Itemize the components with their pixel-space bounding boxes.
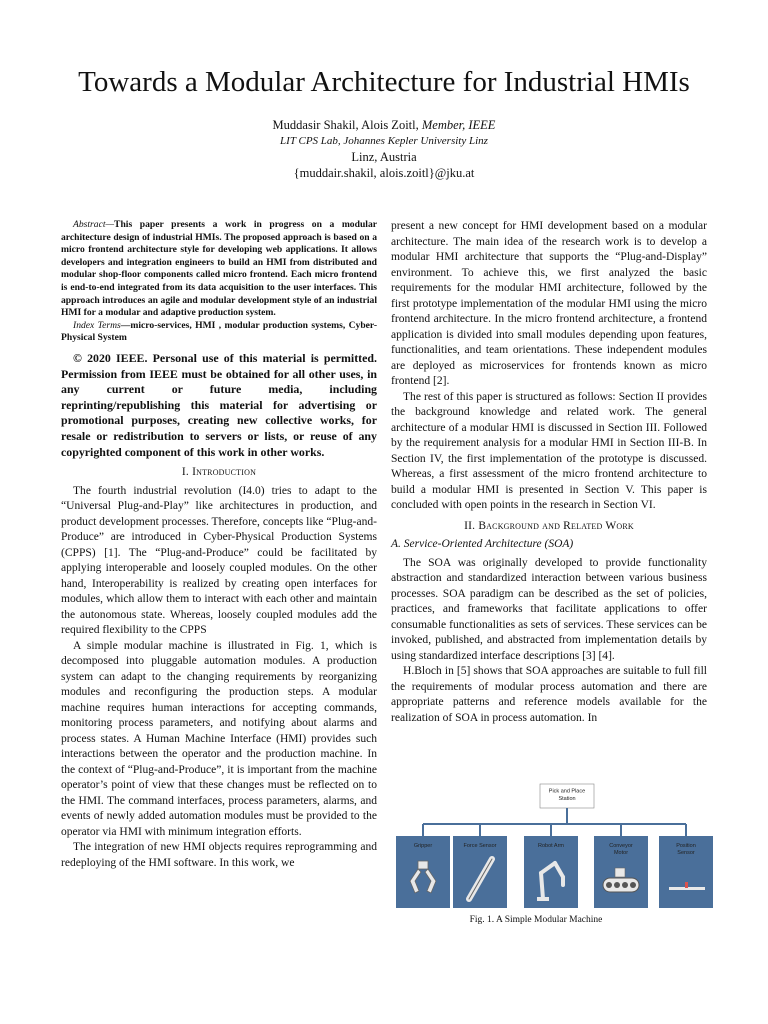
soa-paragraph: H.Bloch in [5] shows that SOA approaches are suitable to full fill the requirements of modular process automation and there are appropriate patterns and reference models available for the realization of SOA in process automation. In xyxy=(391,665,707,724)
subsection-heading-soa: A. Service-Oriented Architecture (SOA) xyxy=(391,538,574,550)
author-names-line xyxy=(0,117,768,133)
intro-paragraph: The fourth industrial revolution (I4.0) tries to adapt to the “Universal Plug-and-Play” like architectures in production, and product development processes. Therefore, concepts like “Plug-and-Produce” are introduced in Cyber-Physical Production Systems (CPPS) [1]. The “Plug-and-Produce” could be facilitated by applying interoperable and loosely coupled modules. On the other hand, Interoperability is realized by creating open interfaces for modules, which allow them to interact with each other and maintain the autonomous state. Whereas, loosely coupled modules add the required flexibility to the CPPS xyxy=(61,484,377,637)
module-force-sensor xyxy=(453,836,507,908)
figure-caption: Fig. 1. A Simple Modular Machine xyxy=(469,915,603,925)
copyright-notice: © 2020 IEEE. Personal use of this material is permitted. Permission from IEEE must be obtained for all other uses, in any current or future media, including reprinting/republishing this material for advertising or promotional purposes, creating new collective works, for resale or redistribution to servers or lists, or reuse of any copyrighted component of this work in other works. xyxy=(61,350,377,459)
left-column xyxy=(61,219,377,871)
root-node-label-line1: Pick and Place xyxy=(548,788,586,795)
section-heading-introduction xyxy=(61,465,377,481)
section-title: Introduction xyxy=(192,466,257,479)
abstract-text: This paper presents a work in progress on a modular architecture design of industrial HMIs. The proposed approach is based on a micro frontend architecture style for developing web applications. It allows developers and integration engineers to build an HMI from distributed and modular shop-floor components called micro frontend. Each micro frontend is end-to-end integrated from its data acquisition to the user interfaces. This approach introduces an agile and modular development style of an industrial HMI for a modular and adaptive production system. xyxy=(61,219,377,319)
section-number: II. xyxy=(464,519,476,532)
author-names: Muddasir Shakil, Alois Zoitl, xyxy=(272,118,419,132)
author-email: {muddair.shakil, alois.zoitl}@jku.at xyxy=(293,166,475,180)
module-label-line1: Conveyor xyxy=(609,843,633,849)
right-column xyxy=(391,219,707,726)
abstract-lead: Abstract— xyxy=(73,219,115,230)
module-label: Force Sensor xyxy=(463,843,497,849)
abstract xyxy=(61,219,377,320)
intro-paragraph: The integration of new HMI objects requires reprogramming and redeploying of the HMI software. In this work, we xyxy=(61,841,377,869)
section-title: Background and Related Work xyxy=(478,519,634,532)
figure-modular-machine xyxy=(391,781,721,921)
module-gripper xyxy=(396,836,450,908)
module-position-sensor xyxy=(659,836,713,908)
index-terms xyxy=(61,320,377,345)
section-number: I. xyxy=(181,466,189,479)
module-label-line1: Position xyxy=(676,843,696,849)
root-node-label-line2: Station xyxy=(558,796,576,802)
intro-paragraph: A simple modular machine is illustrated in Fig. 1, which is decomposed into pluggable automation modules. A production system can adapt to the changing requirements by reorganizing modules and reconfiguring the production steps. A modular machine requires human interactions for accepting commands, monitoring process parameters, and notifying about alarms and process states. A Human Machine Interface (HMI) provides such interactions between the operator and the production machine. In the context of “Plug-and-Produce”, it is important from the machine operator’s point of view that these changes must be reflected on to the HMI. The command interfaces, process parameters, alarms, and events of newly added automation modules must be provided to the operator via HMI with minimum integration efforts. xyxy=(61,639,377,838)
module-label-line2: Motor xyxy=(613,850,629,856)
tree-connectors xyxy=(423,808,686,836)
index-terms-lead: Index Terms xyxy=(73,319,121,331)
robot-base xyxy=(537,897,549,901)
paper-title: Towards a Modular Architecture for Industrial HMIs xyxy=(78,66,690,98)
author-location: Linz, Austria xyxy=(351,150,417,164)
author-block xyxy=(0,117,768,181)
intro-continuation: present a new concept for HMI development based on a modular architecture. The main idea of the research work is to develop a modular HMI architecture that supports the “Plug-and-Display” environment. To achieve this, we first analyzed the basic requirements for the modular HMI architecture, followed by the first prototype implementation of the modular HMI using the micro frontend architecture. In the micro frontend architecture, a frontend application is divided into small modules depending upon features, functionalities, and team orientations. These independent modules are deployed as microservices for frontends known as micro frontend [2]. xyxy=(391,220,707,387)
module-conveyor-motor xyxy=(594,836,648,908)
index-terms-text: —micro-services, HMI , modular production systems, Cyber-Physical System xyxy=(61,319,378,344)
author-affiliation: LIT CPS Lab, Johannes Kepler University Linz xyxy=(280,135,488,147)
module-label: Gripper xyxy=(413,843,433,849)
author-membership: Member, IEEE xyxy=(421,118,496,132)
soa-paragraph: The SOA was originally developed to provide functionality abstraction and standardized interaction between various business processes. SOA paradigm can be described as the set of policies, practices, and frameworks that facilitate applications to offer consumable functionalities as sets of services. These services can be invoked, published, and abstracted from implementation details by using standardized interface descriptions [3] [4]. xyxy=(391,556,707,662)
modular-machine-diagram xyxy=(391,781,721,921)
section-heading-background xyxy=(391,519,707,535)
module-label: Robot Arm xyxy=(538,843,564,849)
module-robot-arm xyxy=(524,836,578,908)
module-label-line2: Sensor xyxy=(677,850,695,856)
structure-paragraph: The rest of this paper is structured as follows: Section II provides the background knowledge and related work. The general architecture of a modular HMI is discussed in Section III. Followed by the requirement analysis for a modular HMI in Section III-B. In Section IV, the first implementation of the prototype is discussed. Whereas, a first assessment of the micro frontend architecture to build a modular HMI is presented in Section V. This paper is concluded with open points in the research in Section VI. xyxy=(391,390,707,511)
